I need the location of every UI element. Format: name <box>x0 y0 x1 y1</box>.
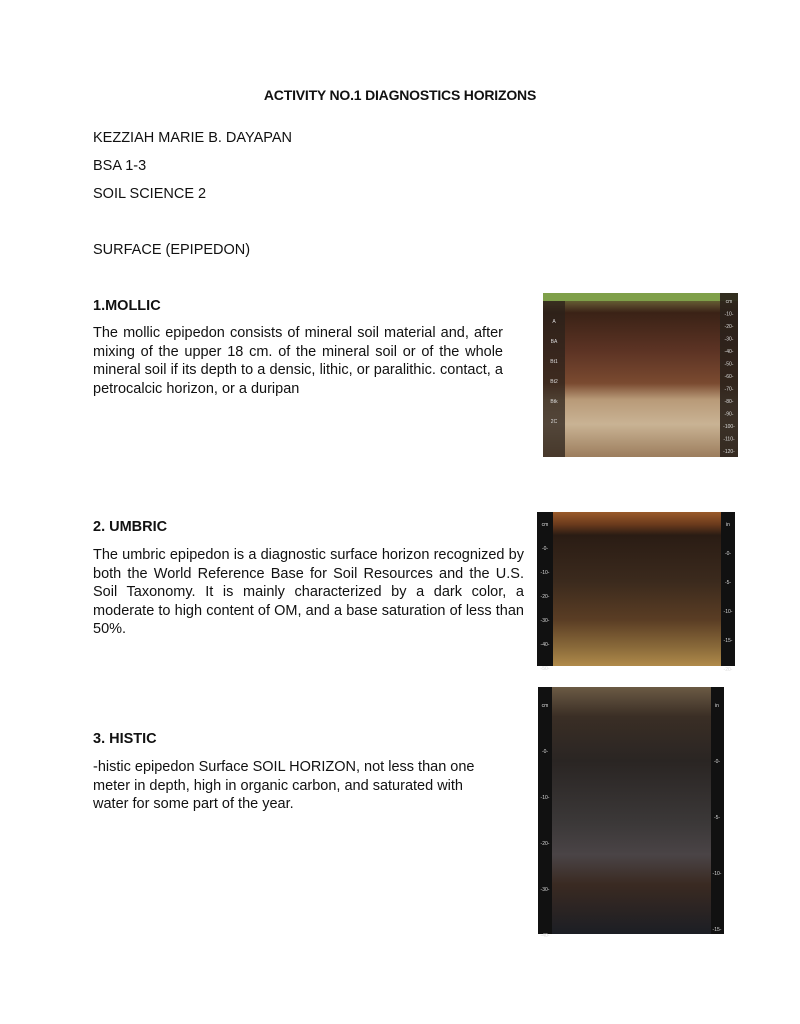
depth-scale-tick: -50- <box>724 361 734 368</box>
depth-scale-tick-cm: -20- <box>540 594 550 600</box>
depth-scale-tick: -60- <box>724 374 734 380</box>
depth-scale-tick-cm: -0- <box>541 546 549 552</box>
depth-scale-tick: -30- <box>724 336 734 343</box>
depth-scale-tick: -10- <box>724 311 734 318</box>
document-title: ACTIVITY NO.1 DIAGNOSTICS HORIZONS <box>263 87 537 103</box>
depth-scale-tick-in: -5- <box>724 580 732 586</box>
depth-scale-tick-in: in <box>726 522 730 528</box>
depth-scale-tick-cm: -40- <box>540 642 550 648</box>
horizon-marker-label: Btk <box>550 399 558 405</box>
depth-scale-tick: -110- <box>723 436 735 443</box>
soil-profile-photo-mollic <box>543 293 738 457</box>
horizon-marker-label: 2C <box>550 419 558 425</box>
horizon-heading-mollic: 1.MOLLIC <box>93 298 161 314</box>
depth-scale-tick: -80- <box>724 399 734 405</box>
course-label: SOIL SCIENCE 2 <box>93 186 207 202</box>
depth-scale-tick-in: -20- <box>723 667 733 673</box>
depth-scale-tick-in: -15- <box>723 638 733 644</box>
horizon-marker-label: A <box>552 319 556 325</box>
depth-scale-tick-in: -5- <box>713 815 721 821</box>
depth-scale-tick: -90- <box>724 411 734 418</box>
depth-scale-tick-in: -10- <box>712 871 722 877</box>
depth-scale-tick: cm <box>725 299 733 305</box>
horizon-heading-umbric: 2. UMBRIC <box>93 519 168 535</box>
depth-scale-tick-cm: -50- <box>540 666 550 672</box>
horizon-marker-label: Bt2 <box>550 379 558 385</box>
depth-scale-tick-cm: cm <box>541 703 549 709</box>
horizon-heading-histic: 3. HISTIC <box>93 731 157 747</box>
depth-scale-tick: -70- <box>724 386 734 393</box>
horizon-marker-label: BA <box>550 339 558 345</box>
depth-scale-tick: -20- <box>724 324 734 330</box>
soil-profile-photo-histic <box>538 687 724 939</box>
author-name: KEZZIAH MARIE B. DAYAPAN <box>93 130 293 146</box>
depth-scale-tick-in: -10- <box>723 609 733 615</box>
horizon-marker-label: Bt1 <box>550 359 558 365</box>
depth-scale-tick-in: -0- <box>713 759 721 765</box>
depth-scale-tick-in: -0- <box>724 551 732 557</box>
depth-scale-tick-in: in <box>715 703 719 709</box>
depth-scale-tick-cm: -40- <box>540 933 550 939</box>
soil-profile-photo-umbric <box>537 512 735 673</box>
depth-scale-tick-cm: -20- <box>540 841 550 847</box>
depth-scale-tick: -120- <box>723 449 735 455</box>
depth-scale-tick-cm: -0- <box>541 749 549 755</box>
depth-scale-tick: -100- <box>723 424 735 430</box>
depth-scale-tick-cm: -30- <box>540 618 550 624</box>
section-label: BSA 1-3 <box>93 158 147 174</box>
category-label: SURFACE (EPIPEDON) <box>93 242 251 258</box>
depth-scale-tick-cm: -10- <box>540 570 550 576</box>
depth-scale-tick-cm: -10- <box>540 795 550 801</box>
horizon-text-histic: -histic epipedon Surface SOIL HORIZON, not less than one meter in depth, high in organic carbon, and saturated with water for some part of the year. <box>93 759 475 812</box>
depth-scale-tick: -40- <box>724 349 734 355</box>
depth-scale-tick-cm: -30- <box>540 887 550 893</box>
depth-scale-tick-in: -15- <box>712 927 722 933</box>
horizon-text-umbric: The umbric epipedon is a diagnostic surface horizon recognized by both the World Reference Base for Soil Resources and the U.S. Soil Taxonomy. It is mainly characterized by a dark color, a moderate to high content of OM, and a base saturation of less than 50%. <box>93 547 524 637</box>
horizon-text-mollic: The mollic epipedon consists of mineral soil material and, after mixing of the upper 18 cm. of the mineral soil or of the whole mineral soil if its depth to a densic, lithic, or paralithic. contact, a petrocalcic horizon, or a duripan <box>93 325 503 397</box>
depth-scale-tick-cm: cm <box>541 522 549 528</box>
